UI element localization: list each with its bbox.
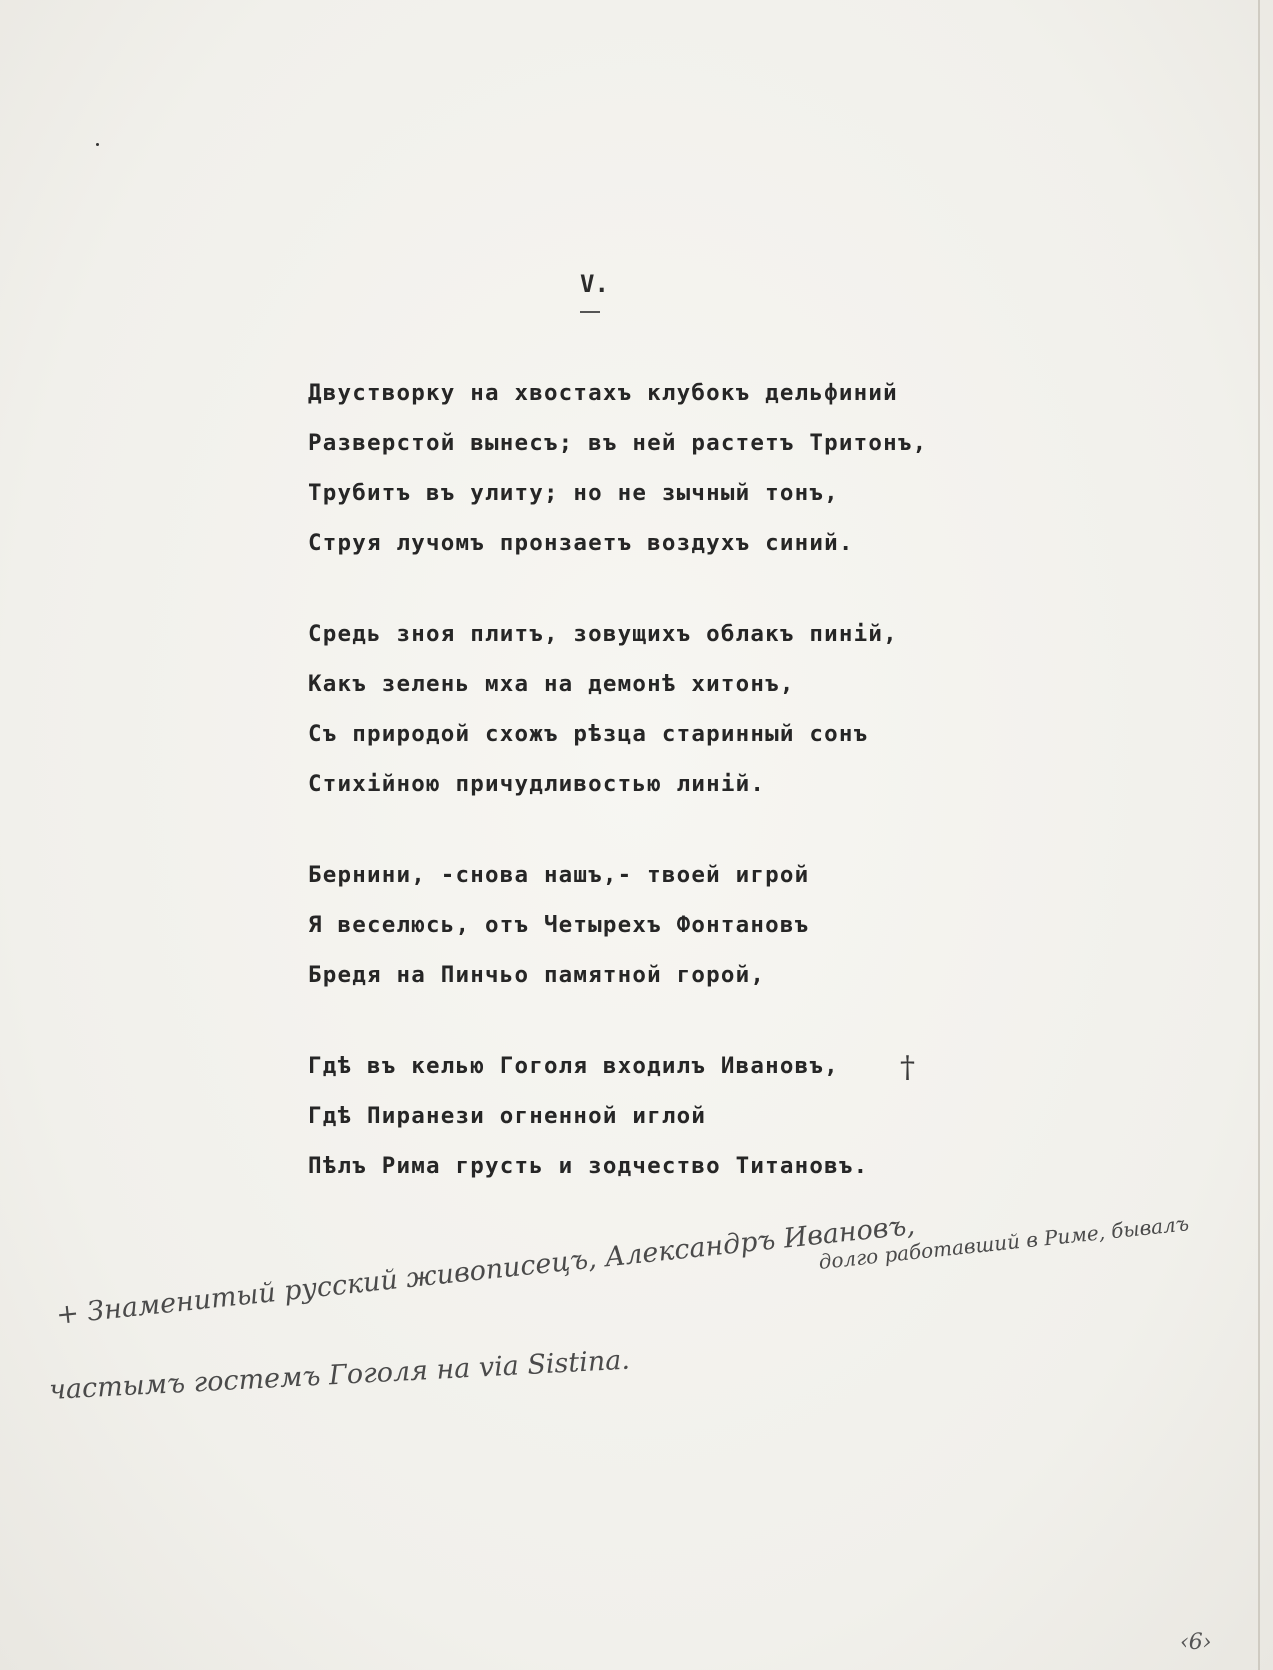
poem-line: Бернини, -снова нашъ,- твоей игрой	[308, 862, 810, 888]
stanza	[308, 368, 1068, 568]
section-underline	[580, 311, 600, 313]
poem-line: Стихійною причудливостью линій.	[308, 771, 766, 797]
poem-text	[308, 368, 1068, 1232]
poem-line: Трубитъ въ улиту; но не зычный тонъ,	[308, 480, 839, 506]
ink-dot	[96, 143, 99, 146]
page-edge	[1258, 0, 1260, 1670]
poem-line: Какъ зелень мха на демонѣ хитонъ,	[308, 671, 795, 697]
footnote-cross-mark: †	[900, 1050, 915, 1085]
handwritten-note-line: частымъ гостемъ Гоголя на via Sistina.	[48, 1344, 631, 1406]
page-number: ‹6›	[1180, 1630, 1212, 1655]
handwritten-insertion: долго работавший в Риме, бывалъ	[817, 1211, 1191, 1274]
stanza	[308, 1041, 1068, 1191]
poem-line: Съ природой схожъ рѣзца старинный сонъ	[308, 721, 869, 747]
poem-line: Средь зноя плитъ, зовущихъ облакъ пиній,	[308, 621, 898, 647]
poem-line: Пѣлъ Рима грусть и зодчество Титановъ.	[308, 1153, 869, 1179]
stanza	[308, 609, 1068, 809]
section-number: V.	[580, 270, 609, 298]
stanza	[308, 850, 1068, 1000]
poem-line: Гдѣ Пиранези огненной иглой	[308, 1103, 707, 1129]
poem-line: Гдѣ въ келью Гоголя входилъ Ивановъ,	[308, 1053, 839, 1079]
poem-line: Струя лучомъ пронзаетъ воздухъ синий.	[308, 530, 854, 556]
poem-line: Разверстой вынесъ; въ ней растетъ Тритонъ,	[308, 430, 928, 456]
poem-line: Я веселюсь, отъ Четырехъ Фонтановъ	[308, 912, 810, 938]
poem-line: Бредя на Пинчьо памятной горой,	[308, 962, 766, 988]
handwritten-note-line: + Знаменитый русский живописецъ, Александръ Ивановъ,	[54, 1209, 917, 1331]
poem-line: Двустворку на хвостахъ клубокъ дельфиний	[308, 380, 898, 406]
